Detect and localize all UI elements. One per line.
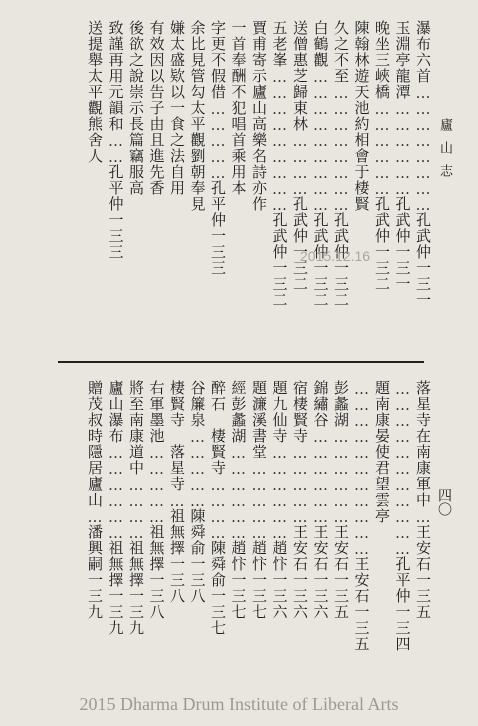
entry-page: 一三七 xyxy=(229,572,248,620)
toc-entry xyxy=(127,380,145,636)
toc-entry xyxy=(373,20,391,292)
entry-author: 孔武仲 xyxy=(393,196,412,244)
entry-author: 祖無擇 xyxy=(127,540,145,588)
page-number: 四〇 xyxy=(436,488,452,516)
entry-page: 一三二 xyxy=(270,260,289,308)
entry-title: 送提舉太平觀熊舍人 xyxy=(86,20,104,164)
toc-entry xyxy=(414,20,432,308)
entry-title: 久之不至 xyxy=(332,20,350,84)
entry-leader: ……………… xyxy=(106,444,125,540)
entry-title: 白鶴觀 xyxy=(311,20,330,68)
entry-author: 趙忭 xyxy=(270,540,289,572)
toc-entry xyxy=(148,20,166,196)
entry-author: 孔武仲 xyxy=(291,196,309,244)
entry-author: 祖無擇 xyxy=(106,540,125,588)
entry-author: 祖無擇 xyxy=(168,508,186,556)
entry-title: 瀑布六首 xyxy=(414,20,432,84)
toc-entry xyxy=(332,20,350,308)
toc-entry xyxy=(86,20,104,164)
entry-leader: … xyxy=(414,508,432,524)
toc-entry xyxy=(189,380,207,604)
entry-title: 題濂溪書堂 xyxy=(250,380,268,460)
entry-author: 孔武仲 xyxy=(311,212,330,260)
toc-entry xyxy=(107,20,125,260)
entry-page: 一三五 xyxy=(414,572,432,620)
toc-entry xyxy=(250,380,268,620)
entry-leader: …………… xyxy=(188,428,207,508)
entry-page: 一三三 xyxy=(209,228,227,276)
toc-entry xyxy=(394,20,412,292)
toc-entry xyxy=(312,380,330,620)
toc-entry xyxy=(127,20,145,196)
entry-title: 醉石 棲賢寺 xyxy=(209,380,227,476)
entry-page: 一三八 xyxy=(188,556,207,604)
toc-entry xyxy=(230,380,248,620)
entry-author: 孔武仲 xyxy=(414,212,432,260)
entry-author: 王安石 xyxy=(291,524,309,572)
entry-title: 余比見管勾太平觀劉朝奉見 xyxy=(188,20,207,212)
entry-page: 一三六 xyxy=(311,572,330,620)
entry-page: 一三三 xyxy=(106,212,125,260)
entry-title: 彭蠡湖 xyxy=(332,380,350,428)
entry-author: 王安石 xyxy=(414,524,432,572)
entry-title: 字更不假借 xyxy=(209,20,227,100)
entry-page: 一三四 xyxy=(393,604,412,652)
toc-entry xyxy=(86,380,104,620)
toc-entry xyxy=(168,380,186,604)
institution-watermark: 2015 Dharma Drum Institute of Liberal Arts xyxy=(79,694,399,714)
entry-author: 孔武仲 xyxy=(270,212,289,260)
entry-title: 落星寺在南康軍中 xyxy=(414,380,432,508)
entry-page: 一三二 xyxy=(291,244,309,292)
entry-page: 一三七 xyxy=(250,572,268,620)
toc-entry xyxy=(148,380,166,620)
entry-title: 嫌太盛欵以一食之法自用 xyxy=(168,20,186,196)
entry-title: 棲賢寺 落星寺 xyxy=(168,380,186,492)
entry-page: 一三六 xyxy=(270,572,289,620)
entry-leader: ……………… xyxy=(332,428,350,524)
entry-leader: …………………… xyxy=(414,84,432,212)
entry-title: 五老峯 xyxy=(270,20,289,68)
entry-title: 後欲之說崇示長篇竊服高 xyxy=(127,20,145,196)
toc-entry xyxy=(373,380,391,524)
entry-title: 右軍墨池 xyxy=(147,380,166,444)
entry-page: 一三五 xyxy=(332,572,350,620)
toc-entry xyxy=(189,20,207,212)
entry-page: 一三六 xyxy=(291,572,309,620)
entry-leader: …………… xyxy=(209,100,227,180)
entry-author: 潘興嗣 xyxy=(86,524,104,572)
toc-entry xyxy=(230,20,248,196)
entry-title: 谷簾泉 xyxy=(188,380,207,428)
entry-leader: …………………………… xyxy=(352,380,371,556)
toc-entry xyxy=(353,380,371,652)
entry-title: 致謹再用元韻和 xyxy=(106,20,125,132)
entry-leader: ……………… xyxy=(229,444,248,540)
entry-leader: ……………………… xyxy=(311,68,330,212)
entry-leader: …………… xyxy=(291,444,309,524)
entry-page: 一三九 xyxy=(106,588,125,636)
entry-title: 賈甫寄示廬山高樂名詩亦作 xyxy=(250,20,268,212)
entry-leader: ……………… xyxy=(311,428,330,524)
entry-leader: …………………… xyxy=(332,84,350,212)
toc-entry xyxy=(168,20,186,196)
entry-leader: …………………………… xyxy=(393,380,412,556)
entry-author: 陳舜俞 xyxy=(188,508,207,556)
entry-author: 祖無擇 xyxy=(147,524,166,572)
entry-author: 王安石 xyxy=(311,524,330,572)
entry-author: 孔平仲 xyxy=(209,180,227,228)
entry-author: 趙忭 xyxy=(250,540,268,572)
toc-entry xyxy=(312,20,330,308)
entry-leader: ……………… xyxy=(270,444,289,540)
entry-author: 王安石 xyxy=(352,556,371,604)
entry-title: 將至南康道中 xyxy=(127,380,145,476)
entry-page: 一三八 xyxy=(147,572,166,620)
entry-title: 送僧惠芝歸東林 xyxy=(291,20,309,132)
entry-leader: ……………………… xyxy=(270,68,289,212)
toc-entry xyxy=(250,20,268,212)
entry-page: 一三二 xyxy=(373,244,391,292)
entry-title: 有效因以告子由且進先香 xyxy=(147,20,166,196)
toc-entry xyxy=(414,380,432,620)
entry-leader: … xyxy=(168,492,186,508)
entry-leader: ………… xyxy=(127,476,145,540)
entry-title: 宿棲賢寺 xyxy=(291,380,309,444)
entry-page: 一三二 xyxy=(311,260,330,308)
toc-entry xyxy=(209,380,227,636)
entry-page: 一三八 xyxy=(168,556,186,604)
toc-entry xyxy=(209,20,227,276)
entry-leader: ……………… xyxy=(373,100,391,196)
date-watermark: 2015.12.16 xyxy=(300,248,371,264)
entry-author: 孔平仲 xyxy=(106,164,125,212)
entry-leader: … xyxy=(86,508,104,524)
entry-title: 玉淵亭龍潭 xyxy=(393,20,412,100)
toc-entry xyxy=(271,20,289,308)
entry-author: 孔平仲 xyxy=(393,556,412,604)
entry-title: 一首奉酬不犯唱首乘用本 xyxy=(229,20,248,196)
entry-title: 晚坐三峽橋 xyxy=(373,20,391,100)
entry-page: 一三九 xyxy=(127,588,145,636)
entry-title: 題南康晏使君望雲亭 xyxy=(373,380,391,524)
entry-author: 陳舜俞 xyxy=(209,540,227,588)
entry-title: 題九仙寺 xyxy=(270,380,289,444)
entry-author: 趙忭 xyxy=(229,540,248,572)
entry-title: 陳翰林遊天池約相會于棲賢 xyxy=(352,20,371,212)
toc-entry xyxy=(353,20,371,212)
toc-entry xyxy=(332,380,350,620)
toc-entry xyxy=(394,380,412,652)
entry-title: 經彭蠡湖 xyxy=(229,380,248,444)
toc-entry xyxy=(271,380,289,620)
entry-author: 王安石 xyxy=(332,524,350,572)
entry-title: 贈茂叔時隱居廬山 xyxy=(86,380,104,508)
toc-entry xyxy=(291,380,309,620)
entry-page: 一三一 xyxy=(414,260,432,308)
entry-author: 孔武仲 xyxy=(373,196,391,244)
entry-leader: …… xyxy=(106,132,125,164)
entry-page: 一三七 xyxy=(209,588,227,636)
entry-leader: …………… xyxy=(250,460,268,540)
entry-page: 一三一 xyxy=(393,244,412,292)
section-divider xyxy=(58,361,424,363)
entry-author: 孔武仲 xyxy=(332,212,350,260)
entry-leader: ………… xyxy=(291,132,309,196)
entry-page: 一三二 xyxy=(332,260,350,308)
entry-leader: ……………… xyxy=(393,100,412,196)
entry-title: 廬山瀑布 xyxy=(106,380,125,444)
book-title: 廬山志 xyxy=(437,118,452,187)
entry-leader: …………… xyxy=(147,444,166,524)
entry-page: 一三九 xyxy=(86,572,104,620)
entry-page: 一三五 xyxy=(352,604,371,652)
entry-leader: ………… xyxy=(209,476,227,540)
entry-title: 錦繡谷 xyxy=(311,380,330,428)
toc-entry xyxy=(107,380,125,636)
